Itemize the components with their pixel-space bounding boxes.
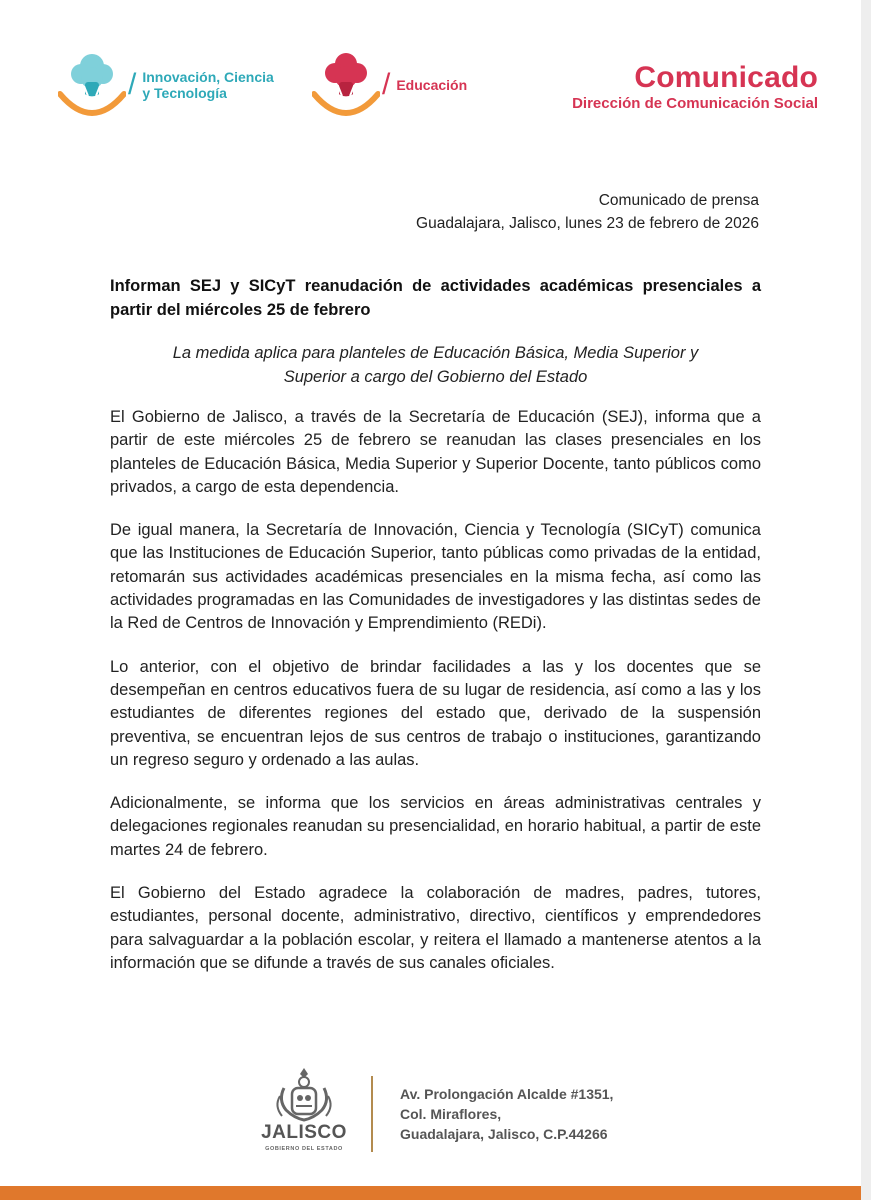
education-emblem-icon bbox=[312, 48, 380, 122]
header bbox=[58, 48, 818, 128]
press-date: Guadalajara, Jalisco, lunes 23 de febrero de 2026 bbox=[416, 215, 759, 232]
jalisco-wordmark: JALISCO bbox=[261, 1122, 347, 1143]
page-edge bbox=[861, 0, 871, 1200]
comunicado-title: Comunicado bbox=[634, 61, 818, 94]
logo-slash: / bbox=[128, 68, 137, 101]
press-meta bbox=[416, 189, 759, 235]
address-line1: Av. Prolongación Alcalde #1351, bbox=[400, 1086, 614, 1102]
logo-slash: / bbox=[382, 68, 391, 101]
press-title: Informan SEJ y SICyT reanudación de actividades académicas presenciales a partir del miércoles 25 de febrero bbox=[110, 277, 761, 319]
body-paragraph: Lo anterior, con el objetivo de brindar facilidades a las y los docentes que se desempeñan en centros educativos fuera de su lugar de residencia, así como a las y los estudiantes de diferentes regiones del estado que, derivado de la suspensión preventiva, se encuentran lejos de sus centros de trabajo o instituciones, garantizando un regreso seguro y ordenado a las aulas. bbox=[110, 657, 761, 769]
address-line3: Guadalajara, Jalisco, C.P.44266 bbox=[400, 1126, 608, 1142]
body-paragraph: Adicionalmente, se informa que los servicios en áreas administrativas centrales y delegaciones regionales reanudan su presencialidad, en horario habitual, a partir de este martes 24 de febrero. bbox=[110, 794, 761, 859]
jalisco-subtitle: GOBIERNO DEL ESTADO bbox=[265, 1146, 343, 1152]
press-body bbox=[110, 406, 761, 995]
comunicado-subtitle: Dirección de Comunicación Social bbox=[572, 95, 818, 112]
sicyt-logo bbox=[58, 48, 274, 122]
education-logo-text: Educación bbox=[396, 77, 468, 93]
press-subtitle-line2: Superior a cargo del Gobierno del Estado bbox=[283, 368, 588, 386]
sicyt-emblem-icon bbox=[58, 48, 126, 122]
press-subtitle bbox=[110, 341, 761, 389]
body-paragraph: De igual manera, la Secretaría de Innovación, Ciencia y Tecnología (SICyT) comunica que las Instituciones de Educación Superior, tanto públicas como privadas de la entidad, retomarán sus actividades académicas presenciales en la misma fecha, así como las actividades programadas en las Comunidades de investigadores y las distintas sedes de la Red de Centros de Innovación y Emprendimiento (REDi). bbox=[110, 521, 761, 633]
body-paragraph: El Gobierno de Jalisco, a través de la Secretaría de Educación (SEJ), informa que a partir de este miércoles 25 de febrero se reanudan las clases presenciales en los planteles de Educación Básica, Media Superior y Superior Docente, tanto públicos como privados, a cargo de esta dependencia. bbox=[110, 408, 761, 496]
press-type: Comunicado de prensa bbox=[598, 192, 759, 209]
education-logo bbox=[312, 48, 467, 122]
comunicado-heading bbox=[572, 62, 818, 114]
press-subtitle-line1: La medida aplica para planteles de Educación Básica, Media Superior y bbox=[172, 344, 699, 362]
sicyt-logo-text bbox=[142, 69, 273, 101]
footer-address bbox=[400, 1084, 613, 1144]
body-paragraph: El Gobierno del Estado agradece la colaboración de madres, padres, tutores, estudiantes, personal docente, administrativo, directivo, científicos y emprendedores para salvaguardar a la población escolar, y reitera el llamado a mantenerse atentos a la información que se difunde a través de sus canales oficiales. bbox=[110, 884, 761, 972]
footer-divider bbox=[371, 1076, 373, 1152]
sicyt-logo-line2: y Tecnología bbox=[142, 85, 227, 101]
address-line2: Col. Miraflores, bbox=[400, 1106, 502, 1122]
sicyt-logo-line1: Innovación, Ciencia bbox=[142, 69, 274, 85]
bottom-color-bar bbox=[0, 1186, 861, 1200]
jalisco-coat-of-arms-icon bbox=[268, 1066, 340, 1122]
footer bbox=[256, 1066, 676, 1156]
